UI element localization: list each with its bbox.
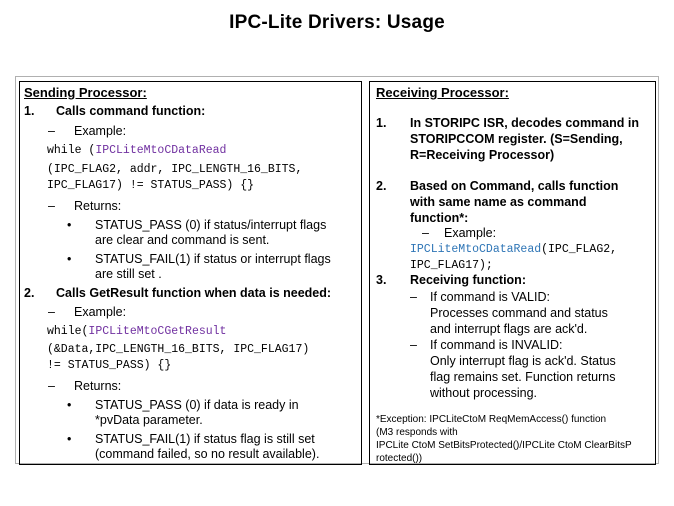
step-2-label: Calls GetResult function when data is needed: [56, 286, 332, 300]
function-name: IPCLiteMtoCDataRead [410, 243, 542, 256]
function-name: IPCLiteMtoCGetResult [88, 325, 227, 338]
bullet-text: are clear and command is sent. [95, 233, 270, 247]
code-line [410, 242, 617, 258]
step-3-number: 3. [376, 273, 387, 287]
code-keyword: while ( [47, 144, 96, 157]
invalid-text: If command is INVALID: [430, 338, 563, 352]
code-line: IPC_FLAG17) != STATUS_PASS) {} [47, 179, 255, 192]
bullet-text: STATUS_FAIL(1) if status or interrupt flags [95, 252, 331, 266]
footnote: (M3 responds with [376, 427, 458, 438]
example-label: Example: [74, 124, 127, 138]
dash-icon: – [48, 379, 55, 393]
code-line: != STATUS_PASS) {} [47, 359, 172, 372]
step-1-text: In STORIPC ISR, decodes command in [410, 116, 639, 130]
step-1-label: Calls command function: [56, 104, 206, 118]
code-line: (IPC_FLAG2, addr, IPC_LENGTH_16_BITS, [47, 163, 303, 176]
valid-text: If command is VALID: [430, 290, 550, 304]
dash-icon: – [48, 124, 55, 138]
step-2-text: Based on Command, calls function [410, 179, 619, 193]
step-1-number: 1. [376, 116, 387, 130]
invalid-text: Only interrupt flag is ack'd. Status [430, 354, 616, 368]
returns-label: Returns: [74, 199, 122, 213]
code-keyword: while( [47, 325, 89, 338]
receiving-processor-panel [369, 81, 656, 465]
bullet-text: are still set . [95, 267, 162, 281]
bullet-icon: • [67, 398, 72, 412]
footnote: *Exception: IPCLiteCtoM ReqMemAccess() function [376, 414, 607, 425]
step-1-number: 1. [24, 104, 35, 118]
bullet-icon: • [67, 218, 72, 232]
step-2-text: with same name as command [410, 195, 587, 209]
bullet-icon: • [67, 252, 72, 266]
step-2-text: function*: [410, 211, 469, 225]
step-2-number: 2. [24, 286, 35, 300]
step-1-text: STORIPCCOM register. (S=Sending, [410, 132, 623, 146]
code-args: (IPC_FLAG2, [541, 243, 618, 256]
sending-processor-heading: Sending Processor: [24, 85, 147, 100]
step-1-text: R=Receiving Processor) [410, 148, 555, 162]
code-line: IPC_FLAG17); [410, 259, 493, 272]
bullet-text: *pvData parameter. [95, 413, 203, 427]
slide-title: IPC-Lite Drivers: Usage [229, 12, 445, 33]
receiving-processor-heading: Receiving Processor: [376, 85, 509, 100]
code-line: (&Data,IPC_LENGTH_16_BITS, IPC_FLAG17) [47, 343, 310, 356]
sending-processor-panel [19, 81, 362, 465]
footnote: IPCLite CtoM SetBitsProtected()/IPCLite CtoM ClearBitsP [376, 440, 632, 451]
valid-text: and interrupt flags are ack'd. [430, 322, 588, 336]
invalid-text: without processing. [430, 386, 538, 400]
function-name: IPCLiteMtoCDataRead [95, 144, 227, 157]
invalid-text: flag remains set. Function returns [430, 370, 616, 384]
bullet-text: (command failed, so no result available). [95, 447, 320, 461]
dash-icon: – [48, 199, 55, 213]
code-line [47, 143, 226, 159]
step-2-number: 2. [376, 179, 387, 193]
dash-icon: – [410, 338, 417, 352]
example-label: Example: [444, 226, 497, 240]
footnote: rotected()) [376, 453, 423, 464]
example-label: Example: [74, 305, 127, 319]
dash-icon: – [48, 305, 55, 319]
dash-icon: – [410, 290, 417, 304]
code-line [47, 324, 226, 340]
bullet-icon: • [67, 432, 72, 446]
bullet-text: STATUS_PASS (0) if data is ready in [95, 398, 299, 412]
step-3-label: Receiving function: [410, 273, 526, 287]
bullet-text: STATUS_PASS (0) if status/interrupt flags [95, 218, 327, 232]
returns-label: Returns: [74, 379, 122, 393]
bullet-text: STATUS_FAIL(1) if status flag is still set [95, 432, 315, 446]
valid-text: Processes command and status [430, 306, 608, 320]
dash-icon: – [422, 226, 429, 240]
